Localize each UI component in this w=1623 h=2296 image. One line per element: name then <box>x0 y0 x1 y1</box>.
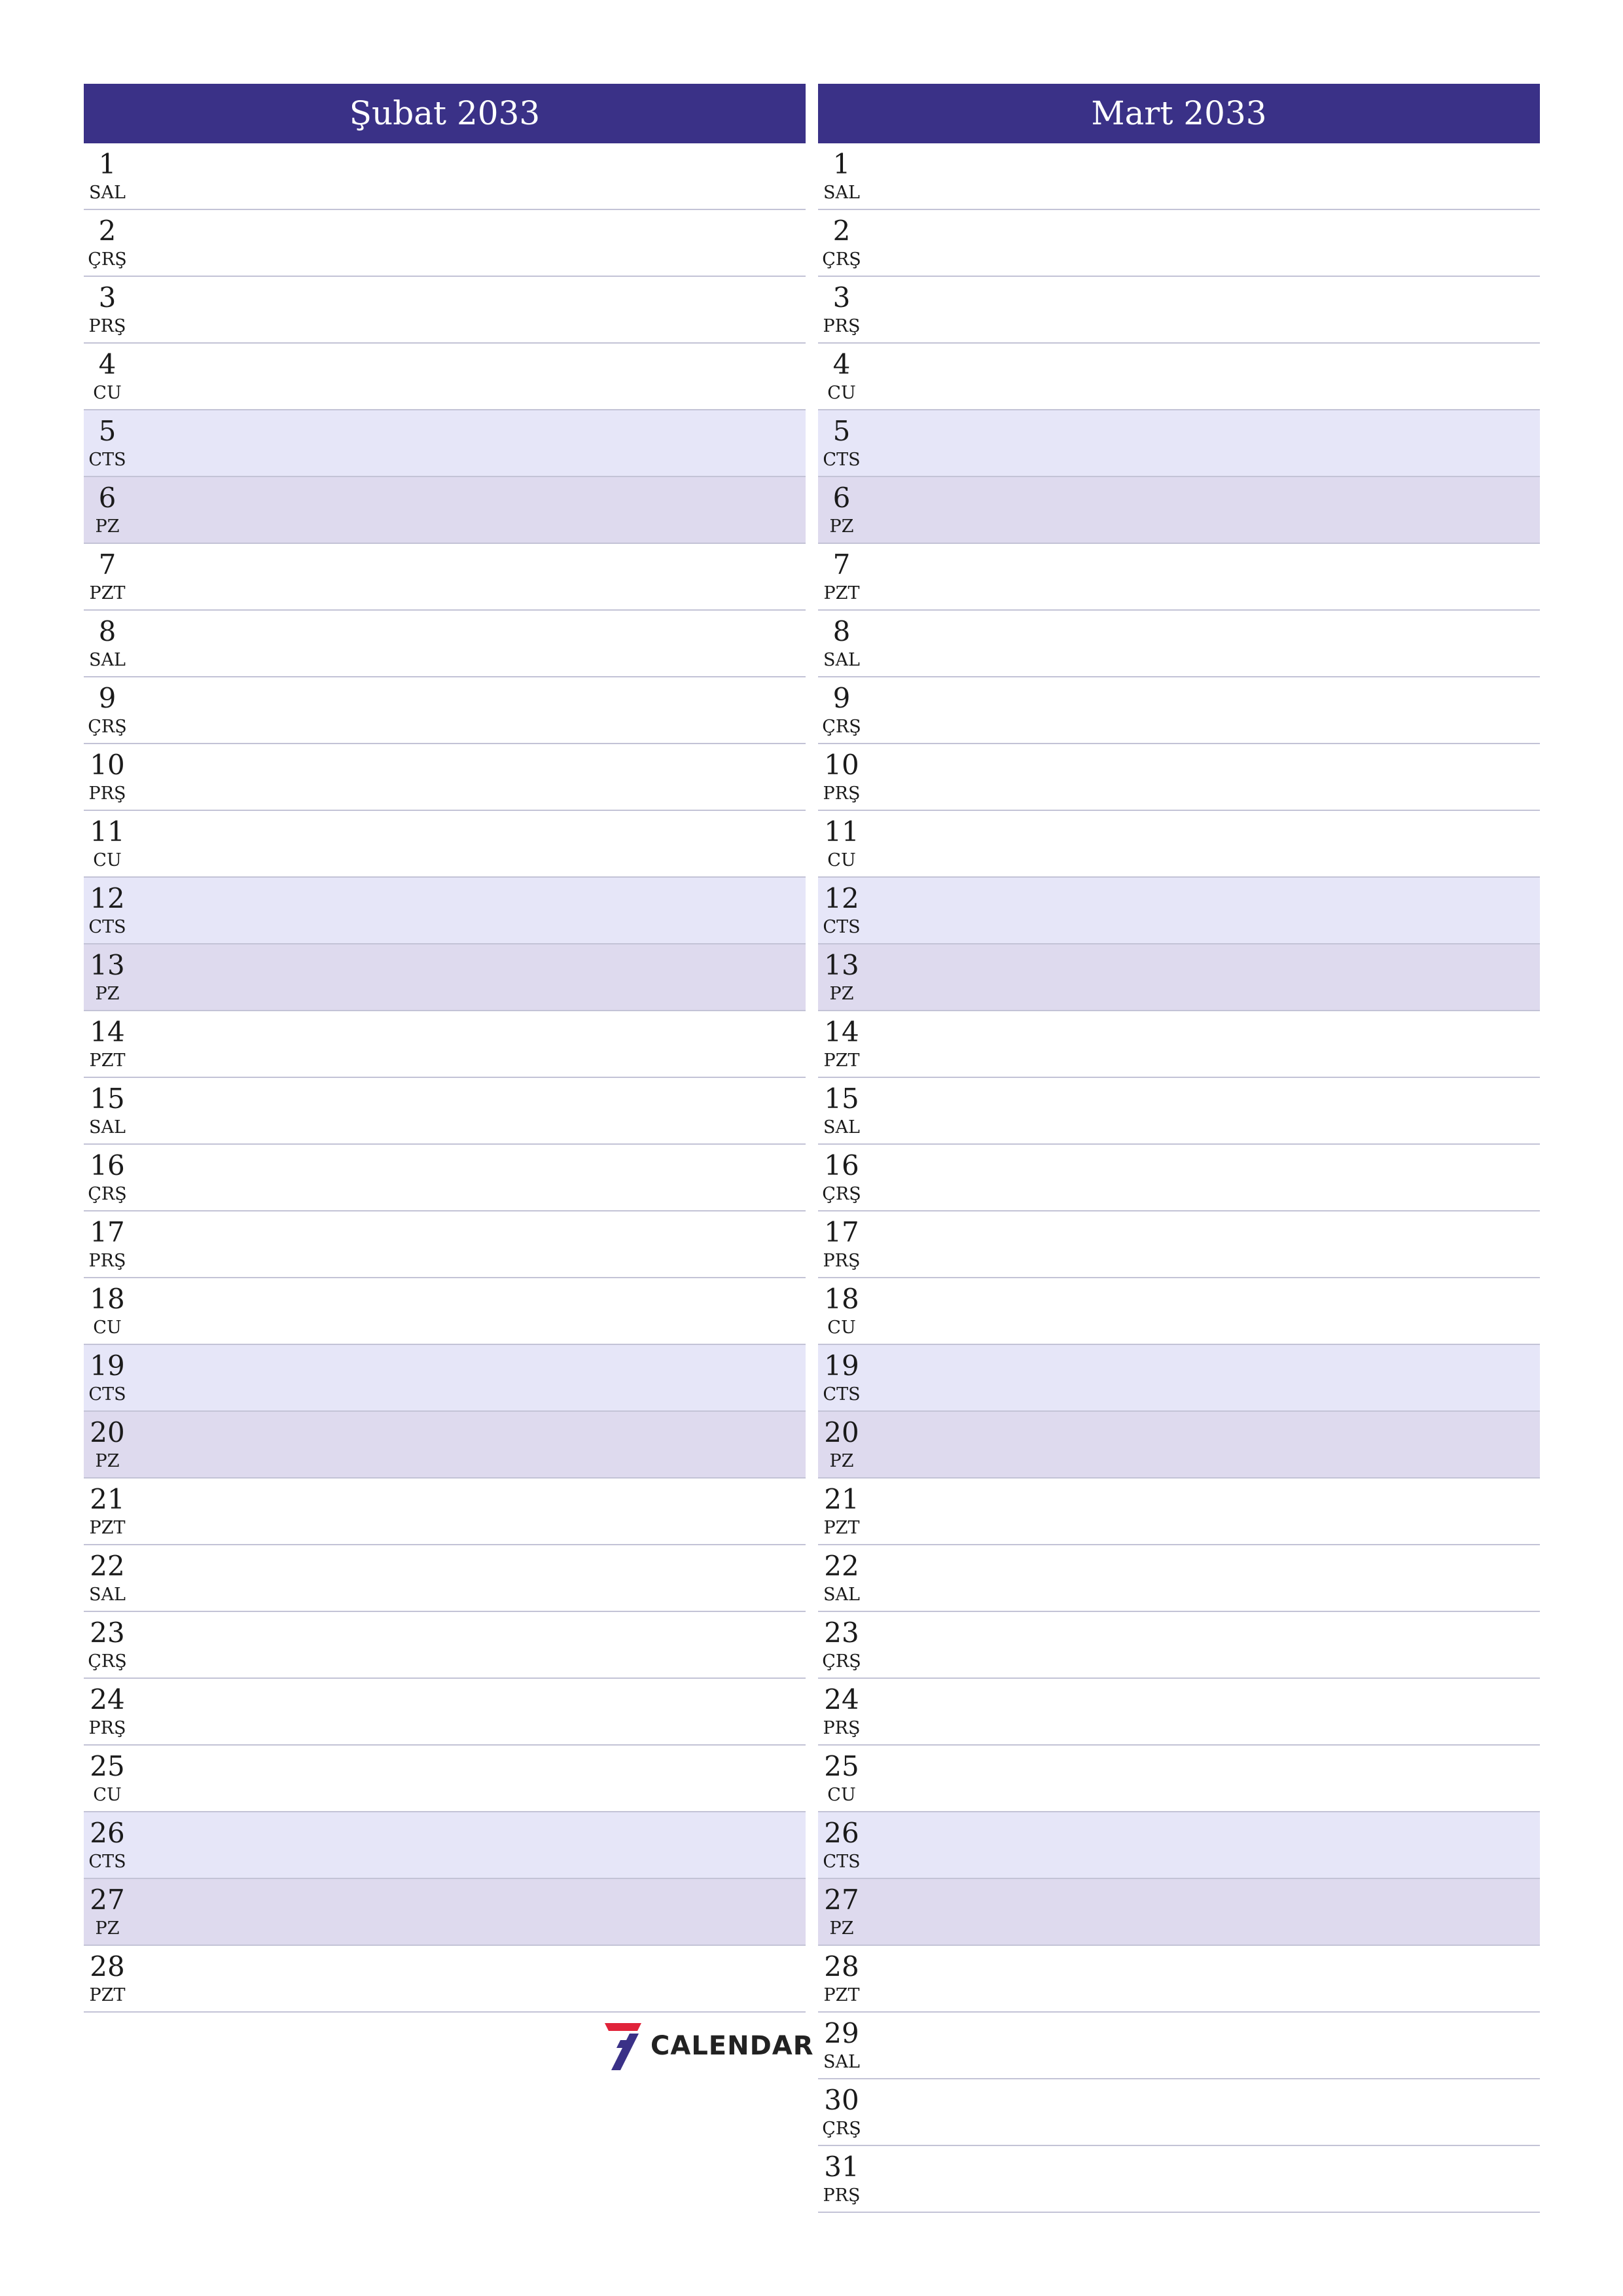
day-number: 15 <box>90 1083 125 1115</box>
day-number: 21 <box>90 1483 125 1515</box>
day-number: 19 <box>90 1350 125 1382</box>
day-row <box>818 2013 1540 2079</box>
weekday-abbr: PRŞ <box>823 1251 861 1271</box>
day-row <box>84 1479 806 1545</box>
day-number: 25 <box>90 1750 125 1782</box>
weekday-abbr: SAL <box>823 1117 860 1138</box>
day-number: 1 <box>98 148 116 180</box>
day-number: 8 <box>832 615 851 647</box>
day-number: 19 <box>824 1350 859 1382</box>
day-row <box>84 1278 806 1345</box>
day-row <box>818 277 1540 344</box>
weekday-abbr: ÇRŞ <box>822 2119 861 2139</box>
day-row <box>818 410 1540 477</box>
day-row <box>818 210 1540 277</box>
weekday-abbr: ÇRŞ <box>88 249 127 270</box>
day-row <box>818 1879 1540 1946</box>
day-row <box>84 210 806 277</box>
day-number: 16 <box>824 1149 859 1181</box>
day-row <box>818 1011 1540 1078</box>
day-number: 3 <box>98 281 116 314</box>
weekday-abbr: PRŞ <box>88 1251 126 1271</box>
day-number: 13 <box>90 949 125 981</box>
weekday-abbr: PRŞ <box>88 1718 126 1738</box>
day-number: 11 <box>824 816 859 848</box>
day-row <box>84 1545 806 1612</box>
weekday-abbr: CTS <box>823 1852 861 1872</box>
weekday-abbr: PRŞ <box>88 783 126 804</box>
day-number: 12 <box>90 882 125 914</box>
weekday-abbr: PZT <box>89 1050 126 1071</box>
day-row <box>84 611 806 677</box>
day-number: 23 <box>824 1617 859 1649</box>
day-number: 4 <box>832 348 851 380</box>
weekday-abbr: SAL <box>89 1585 126 1605</box>
weekday-abbr: ÇRŞ <box>88 1651 127 1672</box>
day-number: 6 <box>98 482 116 514</box>
day-number: 11 <box>90 816 125 848</box>
weekday-abbr: PZT <box>823 1518 860 1538</box>
day-number: 10 <box>824 749 859 781</box>
day-row <box>84 410 806 477</box>
day-row <box>84 1679 806 1746</box>
weekday-abbr: PZ <box>95 516 120 537</box>
weekday-abbr: CTS <box>88 1384 126 1405</box>
weekday-abbr: CU <box>93 1318 122 1338</box>
day-number: 1 <box>832 148 851 180</box>
day-number: 22 <box>90 1550 125 1582</box>
day-number: 27 <box>824 1884 859 1916</box>
weekday-abbr: CTS <box>823 917 861 937</box>
day-row <box>818 878 1540 944</box>
day-number: 31 <box>824 2151 859 2183</box>
day-row <box>818 344 1540 410</box>
day-row <box>818 2146 1540 2213</box>
weekday-abbr: PZ <box>829 1451 854 1471</box>
weekday-abbr: PRŞ <box>823 316 861 336</box>
day-row <box>84 1011 806 1078</box>
day-row <box>818 1145 1540 1211</box>
weekday-abbr: ÇRŞ <box>822 1651 861 1672</box>
day-row <box>84 544 806 611</box>
day-row <box>84 1879 806 1946</box>
day-number: 28 <box>90 1950 125 1982</box>
day-number: 10 <box>90 749 125 781</box>
day-row <box>84 1946 806 2013</box>
day-row <box>818 677 1540 744</box>
day-row <box>818 811 1540 878</box>
weekday-abbr: SAL <box>823 2052 860 2072</box>
weekday-abbr: CTS <box>88 917 126 937</box>
month-header: Şubat 2033 <box>84 84 806 143</box>
day-number: 9 <box>832 682 851 714</box>
weekday-abbr: CTS <box>823 1384 861 1405</box>
day-number: 16 <box>90 1149 125 1181</box>
day-row <box>818 1612 1540 1679</box>
day-row <box>818 1078 1540 1145</box>
month-header: Mart 2033 <box>818 84 1540 143</box>
weekday-abbr: CTS <box>823 450 861 470</box>
day-number: 14 <box>90 1016 125 1048</box>
day-row <box>818 1412 1540 1479</box>
weekday-abbr: PZ <box>829 516 854 537</box>
day-row <box>84 1078 806 1145</box>
day-row <box>818 944 1540 1011</box>
weekday-abbr: PRŞ <box>823 783 861 804</box>
day-number: 15 <box>824 1083 859 1115</box>
day-number: 20 <box>90 1416 125 1448</box>
day-list <box>818 143 1540 2213</box>
weekday-abbr: PZT <box>823 1985 860 2005</box>
day-number: 28 <box>824 1950 859 1982</box>
weekday-abbr: PZ <box>829 1918 854 1939</box>
day-number: 25 <box>824 1750 859 1782</box>
day-row <box>818 1345 1540 1412</box>
weekday-abbr: SAL <box>89 183 126 203</box>
weekday-abbr: PZ <box>95 1918 120 1939</box>
day-number: 23 <box>90 1617 125 1649</box>
day-number: 4 <box>98 348 116 380</box>
day-row <box>84 677 806 744</box>
day-row <box>818 2079 1540 2146</box>
weekday-abbr: PZT <box>89 1518 126 1538</box>
day-row <box>818 1746 1540 1812</box>
weekday-abbr: CU <box>827 1318 856 1338</box>
day-number: 2 <box>832 215 851 247</box>
day-row <box>84 1211 806 1278</box>
weekday-abbr: CU <box>827 1785 856 1805</box>
day-number: 29 <box>824 2017 859 2049</box>
day-row <box>818 143 1540 210</box>
day-row <box>818 477 1540 544</box>
day-row <box>84 1746 806 1812</box>
day-row <box>84 143 806 210</box>
weekday-abbr: PZT <box>89 583 126 603</box>
weekday-abbr: PZ <box>829 984 854 1004</box>
weekday-abbr: CU <box>93 383 122 403</box>
day-number: 17 <box>824 1216 859 1248</box>
weekday-abbr: CU <box>827 850 856 870</box>
weekday-abbr: ÇRŞ <box>88 717 127 737</box>
day-number: 14 <box>824 1016 859 1048</box>
day-row <box>818 1946 1540 2013</box>
day-number: 2 <box>98 215 116 247</box>
day-row <box>818 1679 1540 1746</box>
weekday-abbr: ÇRŞ <box>822 717 861 737</box>
day-row <box>818 744 1540 811</box>
day-number: 8 <box>98 615 116 647</box>
day-number: 30 <box>824 2084 859 2116</box>
weekday-abbr: PZ <box>95 984 120 1004</box>
day-number: 6 <box>832 482 851 514</box>
weekday-abbr: CU <box>93 1785 122 1805</box>
day-number: 3 <box>832 281 851 314</box>
day-number: 12 <box>824 882 859 914</box>
weekday-abbr: SAL <box>89 650 126 670</box>
weekday-abbr: PRŞ <box>823 2185 861 2206</box>
day-number: 18 <box>824 1283 859 1315</box>
day-row <box>818 544 1540 611</box>
day-number: 22 <box>824 1550 859 1582</box>
day-number: 13 <box>824 949 859 981</box>
day-number: 20 <box>824 1416 859 1448</box>
day-number: 21 <box>824 1483 859 1515</box>
logo-text: CALENDAR <box>651 2031 814 2061</box>
weekday-abbr: SAL <box>823 1585 860 1605</box>
day-row <box>84 1412 806 1479</box>
day-row <box>818 1812 1540 1879</box>
day-number: 24 <box>824 1683 859 1715</box>
day-number: 27 <box>90 1884 125 1916</box>
day-row <box>818 1545 1540 1612</box>
day-number: 7 <box>98 548 116 581</box>
day-row <box>818 1211 1540 1278</box>
day-row <box>818 1278 1540 1345</box>
day-row <box>84 744 806 811</box>
weekday-abbr: PZT <box>823 583 860 603</box>
day-list <box>84 143 806 2013</box>
day-row <box>818 611 1540 677</box>
weekday-abbr: CU <box>93 850 122 870</box>
weekday-abbr: SAL <box>89 1117 126 1138</box>
day-row <box>84 277 806 344</box>
weekday-abbr: CTS <box>88 450 126 470</box>
day-number: 24 <box>90 1683 125 1715</box>
month-column-february <box>84 84 806 2013</box>
day-row <box>84 811 806 878</box>
day-row <box>818 1479 1540 1545</box>
day-number: 5 <box>832 415 851 447</box>
day-row <box>84 1345 806 1412</box>
weekday-abbr: ÇRŞ <box>822 1184 861 1204</box>
day-number: 7 <box>832 548 851 581</box>
day-number: 18 <box>90 1283 125 1315</box>
weekday-abbr: PRŞ <box>823 1718 861 1738</box>
brand-logo <box>601 2020 814 2072</box>
weekday-abbr: PZ <box>95 1451 120 1471</box>
day-row <box>84 1145 806 1211</box>
weekday-abbr: ÇRŞ <box>822 249 861 270</box>
day-row <box>84 878 806 944</box>
weekday-abbr: CU <box>827 383 856 403</box>
day-number: 26 <box>90 1817 125 1849</box>
day-row <box>84 944 806 1011</box>
weekday-abbr: PRŞ <box>88 316 126 336</box>
day-number: 5 <box>98 415 116 447</box>
day-row <box>84 477 806 544</box>
weekday-abbr: PZT <box>89 1985 126 2005</box>
day-row <box>84 1612 806 1679</box>
7calendar-logo-icon <box>601 2020 643 2072</box>
day-row <box>84 344 806 410</box>
month-column-march <box>818 84 1540 2213</box>
weekday-abbr: CTS <box>88 1852 126 1872</box>
day-number: 26 <box>824 1817 859 1849</box>
weekday-abbr: ÇRŞ <box>88 1184 127 1204</box>
weekday-abbr: PZT <box>823 1050 860 1071</box>
day-number: 17 <box>90 1216 125 1248</box>
weekday-abbr: SAL <box>823 650 860 670</box>
weekday-abbr: SAL <box>823 183 860 203</box>
day-row <box>84 1812 806 1879</box>
day-number: 9 <box>98 682 116 714</box>
